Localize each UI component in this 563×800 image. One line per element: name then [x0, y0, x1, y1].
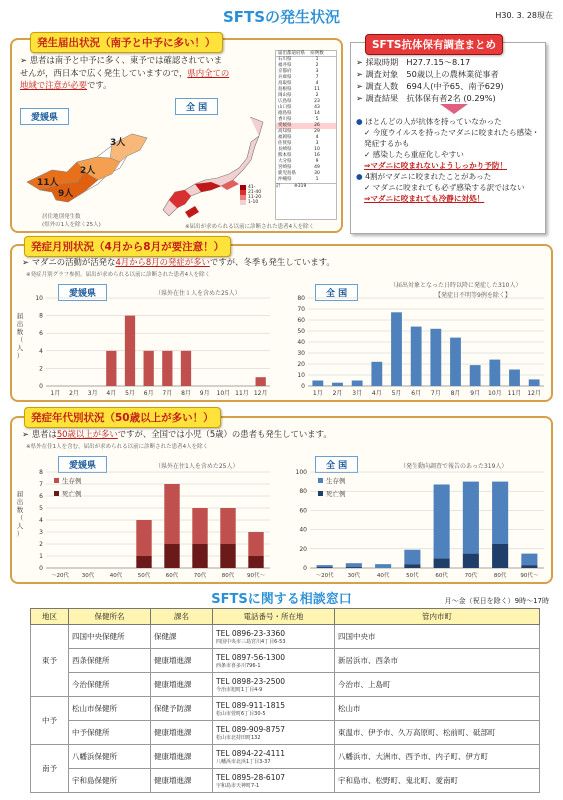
- prefecture-name: 高知県: [278, 129, 292, 134]
- x-tick-label: 〜20代: [315, 573, 334, 579]
- phone-number[interactable]: TEL 0894-22-4111: [216, 748, 286, 758]
- contact-table: [30, 608, 540, 793]
- y-axis-label-char: （: [16, 514, 24, 522]
- y-tick-label: 50: [297, 328, 305, 335]
- prefecture-name: 兵庫県: [278, 75, 292, 80]
- prefecture-name: 福岡県: [278, 135, 292, 140]
- bar-dead: [164, 544, 179, 568]
- y-tick-label: 1: [39, 553, 43, 560]
- office-cell: 八幡浜保健所: [69, 745, 151, 769]
- finding-point: ● 4割がマダニに咬まれたことがあった: [356, 172, 492, 181]
- x-tick-label: 30代: [347, 573, 361, 579]
- age-ehime-label: 愛媛県: [58, 456, 107, 473]
- area-cell: 今治市、上島町: [335, 673, 540, 697]
- y-tick-label: 0: [301, 383, 305, 390]
- phone-number[interactable]: TEL 0895-28-6107: [216, 772, 286, 782]
- antibody-item: ➢ 調査対象 50歳以上の農林業従事者: [356, 69, 499, 79]
- phone-number[interactable]: TEL 0896-23-3360: [216, 628, 286, 638]
- y-tick-label: 40: [297, 339, 305, 346]
- area-cell: 松山市: [335, 697, 540, 721]
- bar-dead: [317, 567, 333, 568]
- y-tick-label: 70: [297, 306, 305, 313]
- y-tick-label: 0: [303, 565, 307, 572]
- legend-swatch: [54, 491, 59, 496]
- x-tick-label: 10月: [216, 390, 231, 397]
- x-tick-label: 6月: [143, 390, 154, 397]
- prefecture-name: 島根県: [278, 87, 292, 92]
- contact-hours: 月〜金（祝日を除く）9時〜17時: [444, 597, 549, 605]
- bar: [430, 329, 441, 386]
- bar-alive: [164, 484, 179, 544]
- agegroup-note: ※県外在住1人を含む，届出が求められる以前に診断された患者4人を除く: [26, 444, 209, 450]
- finding-point: ● ほとんどの人が抗体を持っていなかった: [356, 117, 502, 126]
- bar: [371, 362, 382, 386]
- bar: [256, 377, 266, 386]
- bar-dead: [463, 554, 479, 568]
- age-japan-note: （発生動向調査で報告のあった319人）: [400, 463, 508, 470]
- bar: [411, 327, 422, 386]
- ehime-note-2: (県外の1人を除く25人): [42, 222, 101, 228]
- col-region: 地区: [31, 609, 69, 625]
- area-cell: 四国中央市: [335, 625, 540, 649]
- monthly-ehime-note: （県外在住１人を含めた25人）: [155, 290, 241, 297]
- y-axis-label-char: 出: [16, 320, 24, 328]
- x-tick-label: 60代: [165, 573, 179, 579]
- y-axis-label-char: ）: [16, 352, 24, 360]
- phone-number[interactable]: TEL 089-909-8757: [216, 724, 286, 734]
- x-tick-label: 10月: [488, 390, 502, 397]
- age-ehime-note: （県外在住1人を含めた25人）: [155, 463, 239, 470]
- area-cell: 東温市、伊予市、久万高原町、松前町、砥部町: [335, 721, 540, 745]
- col-dept: 課名: [151, 609, 213, 625]
- bar-alive: [404, 550, 420, 564]
- y-tick-label: 100: [295, 469, 307, 476]
- address: 松山市萱町6丁目30-5: [216, 710, 266, 717]
- prefecture-name: 岡山県: [278, 93, 292, 98]
- y-tick-label: 6: [39, 330, 43, 338]
- y-tick-label: 40: [299, 526, 307, 534]
- tel-cell[interactable]: [213, 673, 335, 697]
- area-cell: 宇和島市、松野町、鬼北町、愛南町: [335, 769, 540, 793]
- x-tick-label: 9月: [199, 390, 210, 397]
- office-cell: 松山市保健所: [69, 697, 151, 721]
- address: 宇和島市天神町7-1: [216, 782, 260, 789]
- prefecture-count: 49: [314, 165, 320, 170]
- bar-dead: [492, 544, 508, 568]
- antibody-list: [356, 56, 544, 104]
- y-tick-label: 20: [297, 361, 305, 368]
- x-tick-label: 30代: [81, 573, 95, 579]
- monthly-japan-chart: [288, 290, 550, 400]
- bar-dead: [434, 558, 450, 568]
- bar: [125, 316, 135, 386]
- office-cell: 四国中央保健所: [69, 625, 151, 649]
- office-cell: 西条保健所: [69, 649, 151, 673]
- x-tick-label: 11月: [235, 390, 249, 397]
- bar: [144, 351, 154, 386]
- dept-cell: 健康増進課: [151, 649, 213, 673]
- y-tick-label: 8: [39, 469, 43, 476]
- antibody-findings: [356, 116, 544, 204]
- prefecture-count: 23: [314, 99, 320, 104]
- bar-alive: [375, 564, 391, 568]
- area-cell: 新居浜市、西条市: [335, 649, 540, 673]
- bar-dead: [346, 567, 362, 568]
- region-count-west: 11人: [37, 178, 59, 188]
- table-row: [31, 745, 540, 769]
- y-axis-label-char: 人: [16, 522, 24, 530]
- prefecture-table: 届出都道府県 症例数 石川県 1 福井県 2 京都府 3 兵庫県 7 鳥取県 4 島根県 11 岡山県 2 広島県 23 山口県 43 徳島県 14 香川県 5 愛媛県 26 高知県 29 福岡県 4 佐賀県 3 長崎県 10 熊本県 16 大分県 9 宮崎県 49 鹿児島県 30 沖縄県 1 計 ※319: [275, 50, 337, 220]
- dept-cell: 健康増進課: [151, 769, 213, 793]
- y-axis-label-char: 届: [16, 490, 24, 498]
- bar: [450, 338, 461, 386]
- office-cell: 今治保健所: [69, 673, 151, 697]
- antibody-badge: SFTS抗体保有調査まとめ: [365, 34, 503, 55]
- bar: [162, 351, 172, 386]
- age-japan-chart: [288, 462, 550, 582]
- prefecture-name: 鳥取県: [278, 81, 292, 86]
- prefecture-name: 長崎県: [278, 147, 292, 152]
- y-axis-label-char: ）: [16, 530, 24, 538]
- x-tick-label: 90代〜: [247, 573, 265, 579]
- y-axis-label-char: （: [16, 336, 24, 344]
- x-tick-label: 3月: [352, 390, 363, 397]
- y-tick-label: 0: [39, 383, 43, 390]
- table-row: [31, 697, 540, 721]
- y-tick-label: 4: [39, 347, 43, 355]
- monthly-japan-note-2: 【発症日不明等9例を除く】: [435, 292, 511, 299]
- antibody-item: ➢ 調査人数 694人(中予65、南予629): [356, 81, 504, 91]
- monthly-japan-label: 全 国: [315, 284, 358, 301]
- prefecture-name: 徳島県: [278, 111, 292, 116]
- prefecture-count: 29: [314, 129, 320, 134]
- x-tick-label: 12月: [253, 390, 268, 397]
- bar-alive: [521, 554, 537, 566]
- x-tick-label: 40代: [376, 573, 390, 579]
- prefecture-count: 1: [315, 177, 319, 182]
- x-tick-label: 70代: [193, 573, 207, 579]
- japan-map-legend: 41- 21-40 11-20 1-10: [240, 185, 261, 205]
- bar-dead: [248, 556, 263, 568]
- legend-swatch: [54, 478, 59, 483]
- y-tick-label: 6: [39, 493, 43, 500]
- prefecture-count: 30: [314, 171, 320, 176]
- bar: [489, 360, 500, 386]
- table-row: [31, 649, 540, 673]
- prefecture-name: 佐賀県: [278, 141, 292, 146]
- y-tick-label: 30: [297, 350, 305, 357]
- age-japan-label: 全 国: [315, 456, 358, 473]
- x-tick-label: 11月: [507, 390, 522, 397]
- contact-title: SFTSに関する相談窓口: [211, 592, 352, 607]
- bar: [181, 351, 191, 386]
- prefecture-name: 沖縄県: [278, 177, 292, 182]
- prefecture-count: 16: [314, 153, 320, 158]
- bar-dead: [521, 565, 537, 568]
- prefecture-count: 7: [315, 75, 319, 80]
- bar-alive: [492, 482, 508, 544]
- y-axis-label-char: 人: [16, 344, 24, 352]
- prefecture-count: 3: [315, 141, 319, 146]
- bar-alive: [248, 532, 263, 556]
- prefecture-name: 福井県: [278, 63, 292, 68]
- prefecture-name: 香川県: [278, 117, 292, 122]
- tel-cell[interactable]: [213, 625, 335, 649]
- bar-dead: [404, 564, 420, 568]
- tel-cell[interactable]: [213, 769, 335, 793]
- age-ehime-chart: [14, 462, 276, 582]
- antibody-item: ➢ 採取時期 H27.7.15〜8.17: [356, 57, 471, 67]
- address: 西条市喜多川796-1: [216, 662, 261, 669]
- prefecture-count: 9: [315, 159, 319, 164]
- region-count-center: 2人: [80, 166, 96, 176]
- table-row: [31, 721, 540, 745]
- y-axis-label-char: 出: [16, 498, 24, 506]
- y-tick-label: 4: [39, 517, 43, 524]
- phone-number[interactable]: TEL 089-911-1815: [216, 700, 286, 710]
- agegroup-badge: 発症年代別状況（50歳以上が多い！）: [24, 407, 221, 428]
- bar-alive: [220, 508, 235, 544]
- office-cell: 中予保健所: [69, 721, 151, 745]
- tel-cell[interactable]: [213, 745, 335, 769]
- prefecture-count: 4: [315, 135, 319, 140]
- y-axis-label-char: 数: [16, 506, 24, 514]
- prefecture-name: 京都府: [278, 69, 292, 74]
- legend-label: 生存例: [326, 477, 346, 485]
- report-date: H30. 3. 28現在: [495, 11, 553, 20]
- x-tick-label: 40代: [109, 573, 123, 579]
- dept-cell: 保健課: [151, 625, 213, 649]
- x-tick-label: 7月: [162, 390, 173, 397]
- cases-text: ➢ 患者は南予と中予に多く、東予では確認されていませんが，西日本で広く発生していますので，県内全ての地域で注意が必要です。: [20, 55, 230, 90]
- x-tick-label: 5月: [125, 390, 135, 397]
- prefecture-count: 11: [314, 87, 320, 92]
- bar: [470, 365, 481, 386]
- prefecture-count: 4: [315, 81, 319, 86]
- finding-action: ⇒マダニに咬まれても冷静に対処！: [364, 194, 485, 203]
- prefecture-count: 43: [314, 105, 320, 110]
- monthly-japan-note-1: （届出対象となった日時以降に発症した310人）: [390, 282, 522, 289]
- bar: [391, 312, 402, 386]
- legend-label: 死亡例: [326, 490, 346, 498]
- area-cell: 八幡浜市、大洲市、西予市、内子町、伊方町: [335, 745, 540, 769]
- y-tick-label: 5: [39, 505, 43, 512]
- ehime-note-1: 居住地別発生数: [42, 214, 81, 220]
- monthly-text: ➢ マダニの活動が活発な4月から8月の発症が多いですが、冬季も発生しています。: [22, 257, 335, 267]
- x-tick-label: 80代: [221, 573, 235, 579]
- tel-cell[interactable]: [213, 721, 335, 745]
- x-tick-label: 12月: [527, 390, 541, 397]
- dept-cell: 健康増進課: [151, 673, 213, 697]
- tel-cell[interactable]: [213, 697, 335, 721]
- x-tick-label: 4月: [371, 390, 382, 397]
- prefecture-name: 宮崎県: [278, 165, 292, 170]
- address: 松山市北持田町132: [216, 734, 261, 741]
- x-tick-label: 〜20代: [51, 573, 69, 579]
- contact-header-row: [31, 609, 540, 625]
- x-tick-label: 60代: [435, 573, 448, 579]
- monthly-ehime-chart: [14, 290, 276, 400]
- x-tick-label: 6月: [411, 390, 422, 397]
- y-tick-label: 10: [297, 372, 305, 379]
- bar: [332, 383, 343, 386]
- prefecture-count: 2: [315, 93, 319, 98]
- bar: [529, 379, 540, 386]
- col-office: 保健所名: [69, 609, 151, 625]
- y-tick-label: 60: [297, 317, 305, 324]
- x-tick-label: 90代〜: [520, 573, 539, 579]
- x-tick-label: 8月: [450, 390, 461, 397]
- prefecture-name: 鹿児島県: [278, 171, 296, 176]
- dept-cell: 保健予防課: [151, 697, 213, 721]
- x-tick-label: 4月: [106, 390, 117, 397]
- x-tick-label: 50代: [137, 573, 151, 579]
- agegroup-text: ➢ 患者は50歳以上が多いですが、全国では小児（5歳）の患者も発生しています。: [22, 429, 332, 439]
- finding-sub: ✓ マダニに咬まれても必ず感染する訳ではない: [364, 183, 525, 192]
- prefecture-name: 石川県: [278, 57, 292, 62]
- region-cell: 南予: [31, 745, 69, 793]
- x-tick-label: 1月: [50, 390, 61, 397]
- phone-number[interactable]: TEL 0897-56-1300: [216, 652, 286, 662]
- table-row: [31, 769, 540, 793]
- address: 今治市旭町1丁目4-9: [216, 686, 263, 693]
- bar: [352, 381, 363, 387]
- x-tick-label: 7月: [430, 390, 441, 397]
- x-tick-label: 50代: [406, 573, 419, 579]
- y-tick-label: 7: [39, 481, 43, 488]
- prefecture-count: 10: [314, 147, 320, 152]
- prefecture-name: 愛媛県: [278, 123, 292, 128]
- bar: [509, 370, 520, 387]
- bar-alive: [463, 482, 479, 554]
- y-tick-label: 3: [39, 529, 43, 536]
- y-tick-label: 10: [35, 295, 43, 302]
- antibody-item: ➢ 調査結果 抗体保有者2名 (0.29%): [356, 93, 496, 103]
- y-tick-label: 0: [39, 565, 43, 572]
- x-tick-label: 80代: [493, 573, 507, 579]
- legend-label: 生存例: [62, 477, 82, 485]
- col-area: 管内市町: [335, 609, 540, 625]
- japan-map-label: 全 国: [175, 98, 218, 115]
- y-tick-label: 2: [39, 541, 43, 548]
- y-tick-label: 8: [39, 312, 43, 320]
- x-tick-label: 2月: [332, 390, 343, 397]
- bar-alive: [136, 520, 151, 556]
- finding-sub: ✓ 感染したら重症化しやすい: [364, 150, 464, 159]
- finding-sub: ✓ 今度ウイルスを持ったマダニに咬まれたら感染・発症するかも: [364, 128, 540, 148]
- region-count-north: 3人: [110, 138, 126, 148]
- y-tick-label: 20: [299, 545, 307, 553]
- japan-note: ※届出が求められる以前に診断された患者4人を除く: [185, 224, 315, 230]
- x-tick-label: 2月: [69, 390, 79, 397]
- bar-dead: [136, 556, 151, 568]
- page-title: SFTSの発生状況: [222, 8, 341, 26]
- prefecture-count: 26: [314, 123, 320, 128]
- y-axis-label-char: 数: [16, 328, 24, 336]
- prefecture-count: 14: [314, 111, 320, 116]
- x-tick-label: 9月: [470, 390, 481, 397]
- bar-dead: [220, 544, 235, 568]
- bar-alive: [346, 563, 362, 567]
- monthly-note: ※発症月別グラフ参照。届出が求められる以前に診断された患者4人を除く: [26, 272, 211, 278]
- dept-cell: 健康増進課: [151, 745, 213, 769]
- prefecture-name: 熊本県: [278, 153, 292, 158]
- table-row: [31, 625, 540, 649]
- region-count-south: 9人: [58, 189, 74, 199]
- phone-number[interactable]: TEL 0898-23-2500: [216, 676, 286, 686]
- bar-alive: [192, 508, 207, 544]
- bar-dead: [192, 544, 207, 568]
- x-tick-label: 5月: [391, 390, 402, 397]
- table-row: [31, 673, 540, 697]
- address: 八幡浜市北浜1丁目3-37: [216, 758, 271, 765]
- x-tick-label: 8月: [181, 390, 191, 397]
- monthly-badge: 発症月別状況（4月から8月が要注意！）: [24, 236, 231, 257]
- y-tick-label: 2: [39, 365, 43, 373]
- prefecture-count: 3: [315, 69, 319, 74]
- region-cell: 東予: [31, 625, 69, 697]
- y-tick-label: 60: [299, 507, 307, 515]
- ehime-map-label: 愛媛県: [20, 108, 69, 125]
- bar: [106, 351, 116, 386]
- y-tick-label: 80: [299, 488, 307, 496]
- prefecture-name: 大分県: [278, 159, 292, 164]
- cases-badge: 発生届出状況（南予と中予に多い！）: [30, 32, 223, 53]
- monthly-ehime-label: 愛媛県: [58, 284, 107, 301]
- legend-swatch: [318, 478, 323, 483]
- legend-label: 死亡例: [62, 490, 82, 498]
- y-tick-label: 80: [297, 295, 305, 302]
- office-cell: 宇和島保健所: [69, 769, 151, 793]
- bar-alive: [317, 565, 333, 567]
- tel-cell[interactable]: [213, 649, 335, 673]
- prefecture-name: 広島県: [278, 99, 292, 104]
- prefecture-name: 山口県: [278, 105, 292, 110]
- prefecture-count: 5: [315, 117, 319, 122]
- legend-swatch: [318, 491, 323, 496]
- prefecture-count: 1: [315, 57, 319, 62]
- finding-action: ⇒マダニに咬まれないようしっかり予防！: [364, 161, 508, 170]
- dept-cell: 健康増進課: [151, 721, 213, 745]
- bar: [312, 381, 323, 387]
- prefecture-total: 計 ※319: [276, 183, 336, 189]
- x-tick-label: 70代: [464, 573, 478, 579]
- x-tick-label: 1月: [312, 390, 323, 397]
- prefecture-count: 2: [315, 63, 319, 68]
- bar-alive: [434, 484, 450, 558]
- y-axis-label-char: 届: [16, 312, 24, 320]
- address: 四国中央市三島宮川4丁目6-53: [216, 638, 286, 645]
- region-cell: 中予: [31, 697, 69, 745]
- col-tel: 電話番号・所在地: [213, 609, 335, 625]
- bullet-arrow: ➢: [20, 55, 30, 65]
- x-tick-label: 3月: [87, 390, 98, 397]
- down-arrow-icon: [440, 104, 468, 114]
